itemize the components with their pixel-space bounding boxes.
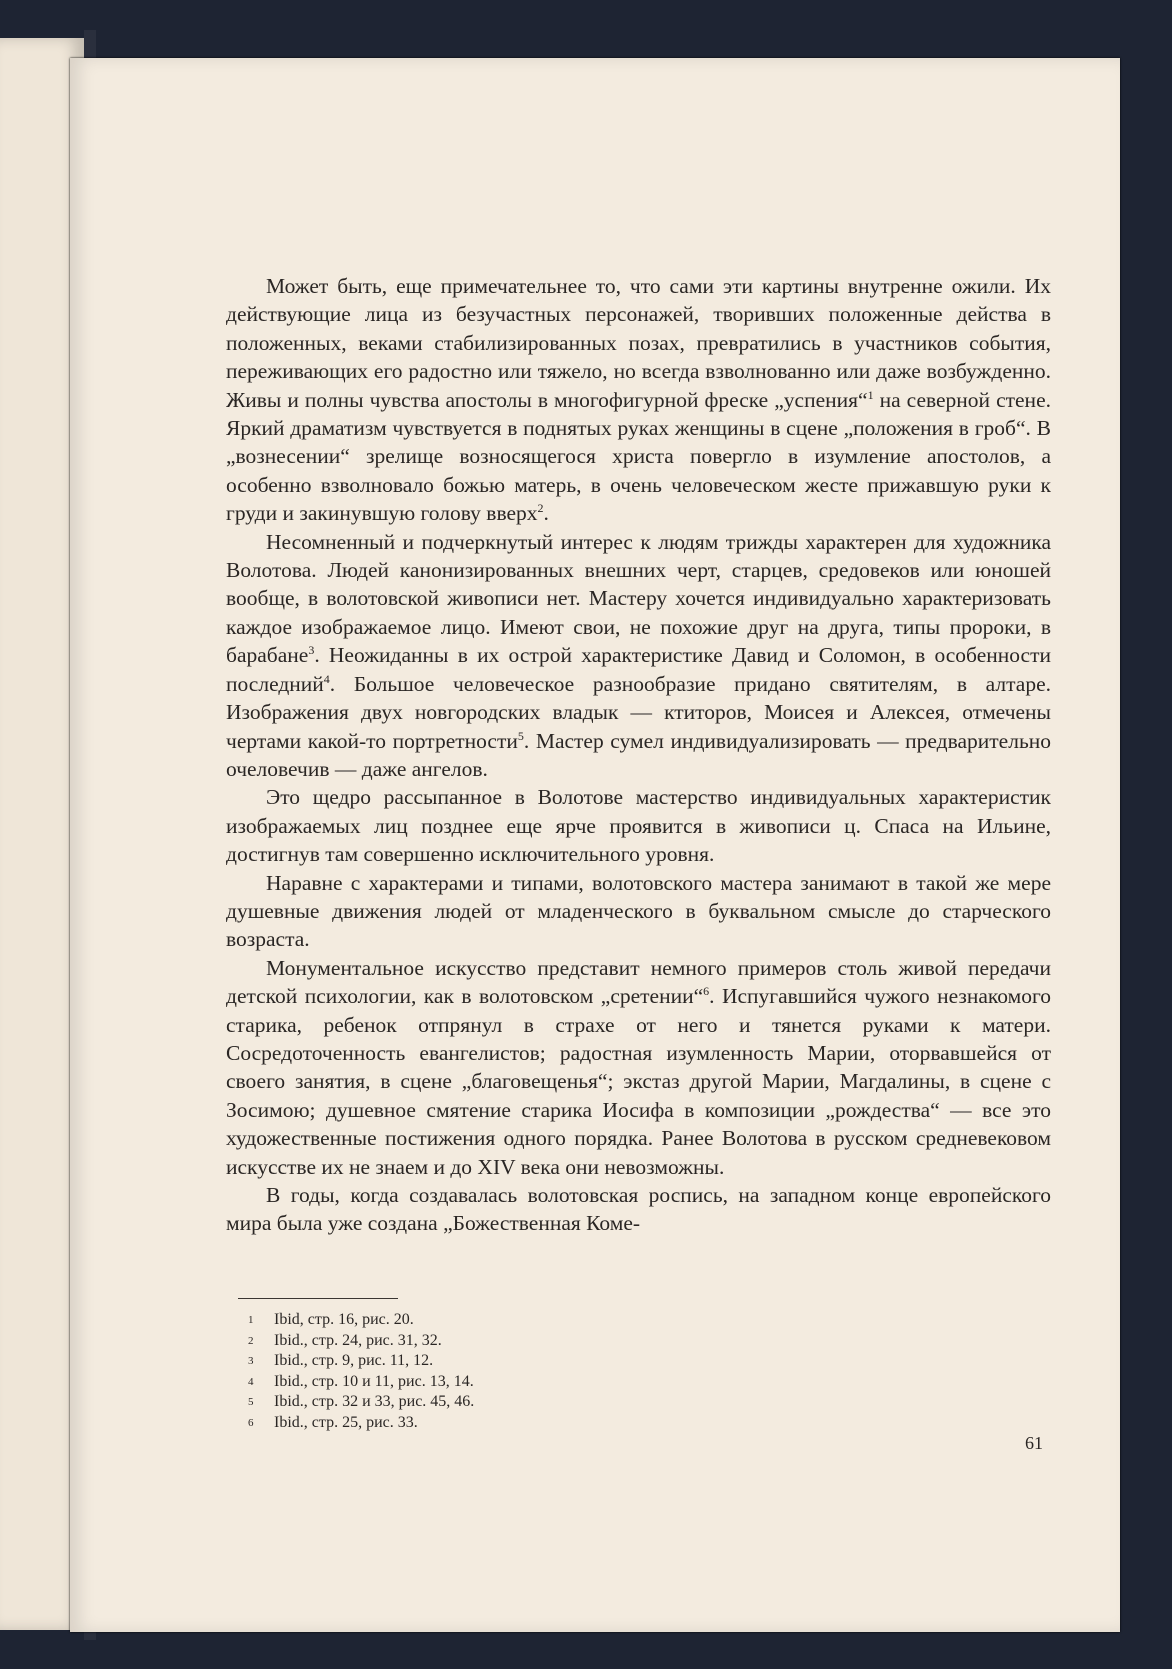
footnote-item: 5 Ibid., стр. 32 и 33, рис. 45, 46.	[248, 1393, 475, 1411]
footnote-ref-6: 6	[703, 984, 710, 998]
footnote-item: 3 Ibid., стр. 9, рис. 11, 12.	[248, 1352, 434, 1370]
page-number: 61	[1025, 1433, 1043, 1453]
footnote-item: 6 Ibid., стр. 25, рис. 33.	[248, 1413, 418, 1431]
footnote-ref-1: 1	[867, 387, 874, 402]
footnote-ref-2: 2	[537, 501, 544, 516]
footnote-item: 4 Ibid., стр. 10 и 11, рис. 13, 14.	[248, 1372, 474, 1390]
paragraph-5: Монументальное искусство представит немного примеров столь живой передачи детской психологии, как в волотовском „сретении“$^6$. Испугавшийся чужого незнакомого старика, ребенок отпрянул в страхе от него и тянется руками к матери. Сосредоточенность евангелистов; радостная изумленность Марии, оторвавшейся от своего занятия, в сцене „благовещенья“; экстаз другой Марии, Магдалины, в сцене с Зосимою; душевное смятение старика Иосифа в композиции „рождества“ — все это художественные постижения одного порядка. Ранее Волотова в русском средневековом искусстве их не знаем и до XIV века они невозможны.	[226, 955, 1051, 1179]
footnote-item: 2 Ibid., стр. 24, рис. 31, 32.	[248, 1331, 442, 1349]
paragraph-2: Несомненный и подчеркнутый интерес к людям трижды характерен для художника Волотова. Людей канонизированных внешних черт, старцев, средовеков или юношей вообще, в волотовской живописи нет. Мастеру хочется индивидуально характеризовать каждое изображаемое лицо. Имеют свои, не похожие друг на друга, типы пророки, в барабане$^3$. Неожиданны в их острой характеристике Давид и Соломон, в особенности последний$^4$. Большое человеческое разнообразие придано святителям, в алтаре. Изображения двух новгородских владык — ктиторов, Моисея и Алексея, отмечены чертами какой-то портретности$^5$. Мастер сумел индивидуализировать — предварительно очеловечив — даже ангелов.	[226, 529, 1052, 781]
paragraph-6: В годы, когда создавалась волотовская роспись, на западном конце европейского мира была уже создана „Божественная Коме-	[226, 1183, 1051, 1236]
footnotes	[248, 1310, 748, 1434]
footnote-ref-5: 5	[517, 728, 524, 743]
footnote-item: 1 Ibid, стр. 16, рис. 20.	[248, 1311, 414, 1328]
body-text	[226, 272, 1051, 1238]
paragraph-3: Это щедро рассыпанное в Волотове мастерство индивидуальных характеристик изображаемых лиц позднее еще ярче проявится в живописи ц. Спаса на Ильине, достигнув там совершенно исключительного уровня.	[226, 785, 1051, 867]
paragraph-1: Может быть, еще примечательнее то, что сами эти картины внутренне ожили. Их действующие лица из безучастных персонажей, творивших положенные действа в положенных, веками стабилизированных позах, превратились в участников события, переживающих его радостно или тяжело, но всегда взволнованно или даже возбужденно. Живы и полны чувства апостолы в многофигурной фреске „успения“$^1$ на северной стене. Яркий драматизм чувствуется в поднятых руках женщины в сцене „положения в гроб“. В „вознесении“ зрелище возносящегося христа повергло в изумление апостолов, а особенно взволновало божью матерь, в очень человеческом жесте прижавшую руки к груди и закинувшую голову вверх$^2$.	[226, 274, 1051, 526]
footnote-separator	[238, 1298, 398, 1299]
footnote-ref-3: 3	[308, 643, 315, 658]
footnote-ref-4: 4	[323, 671, 330, 686]
book-page	[70, 58, 1120, 1632]
paragraph-4: Наравне с характерами и типами, волотовского мастера занимают в такой же мере душевные движения людей от младенческого в буквальном смысле до старческого возраста.	[226, 870, 1051, 952]
